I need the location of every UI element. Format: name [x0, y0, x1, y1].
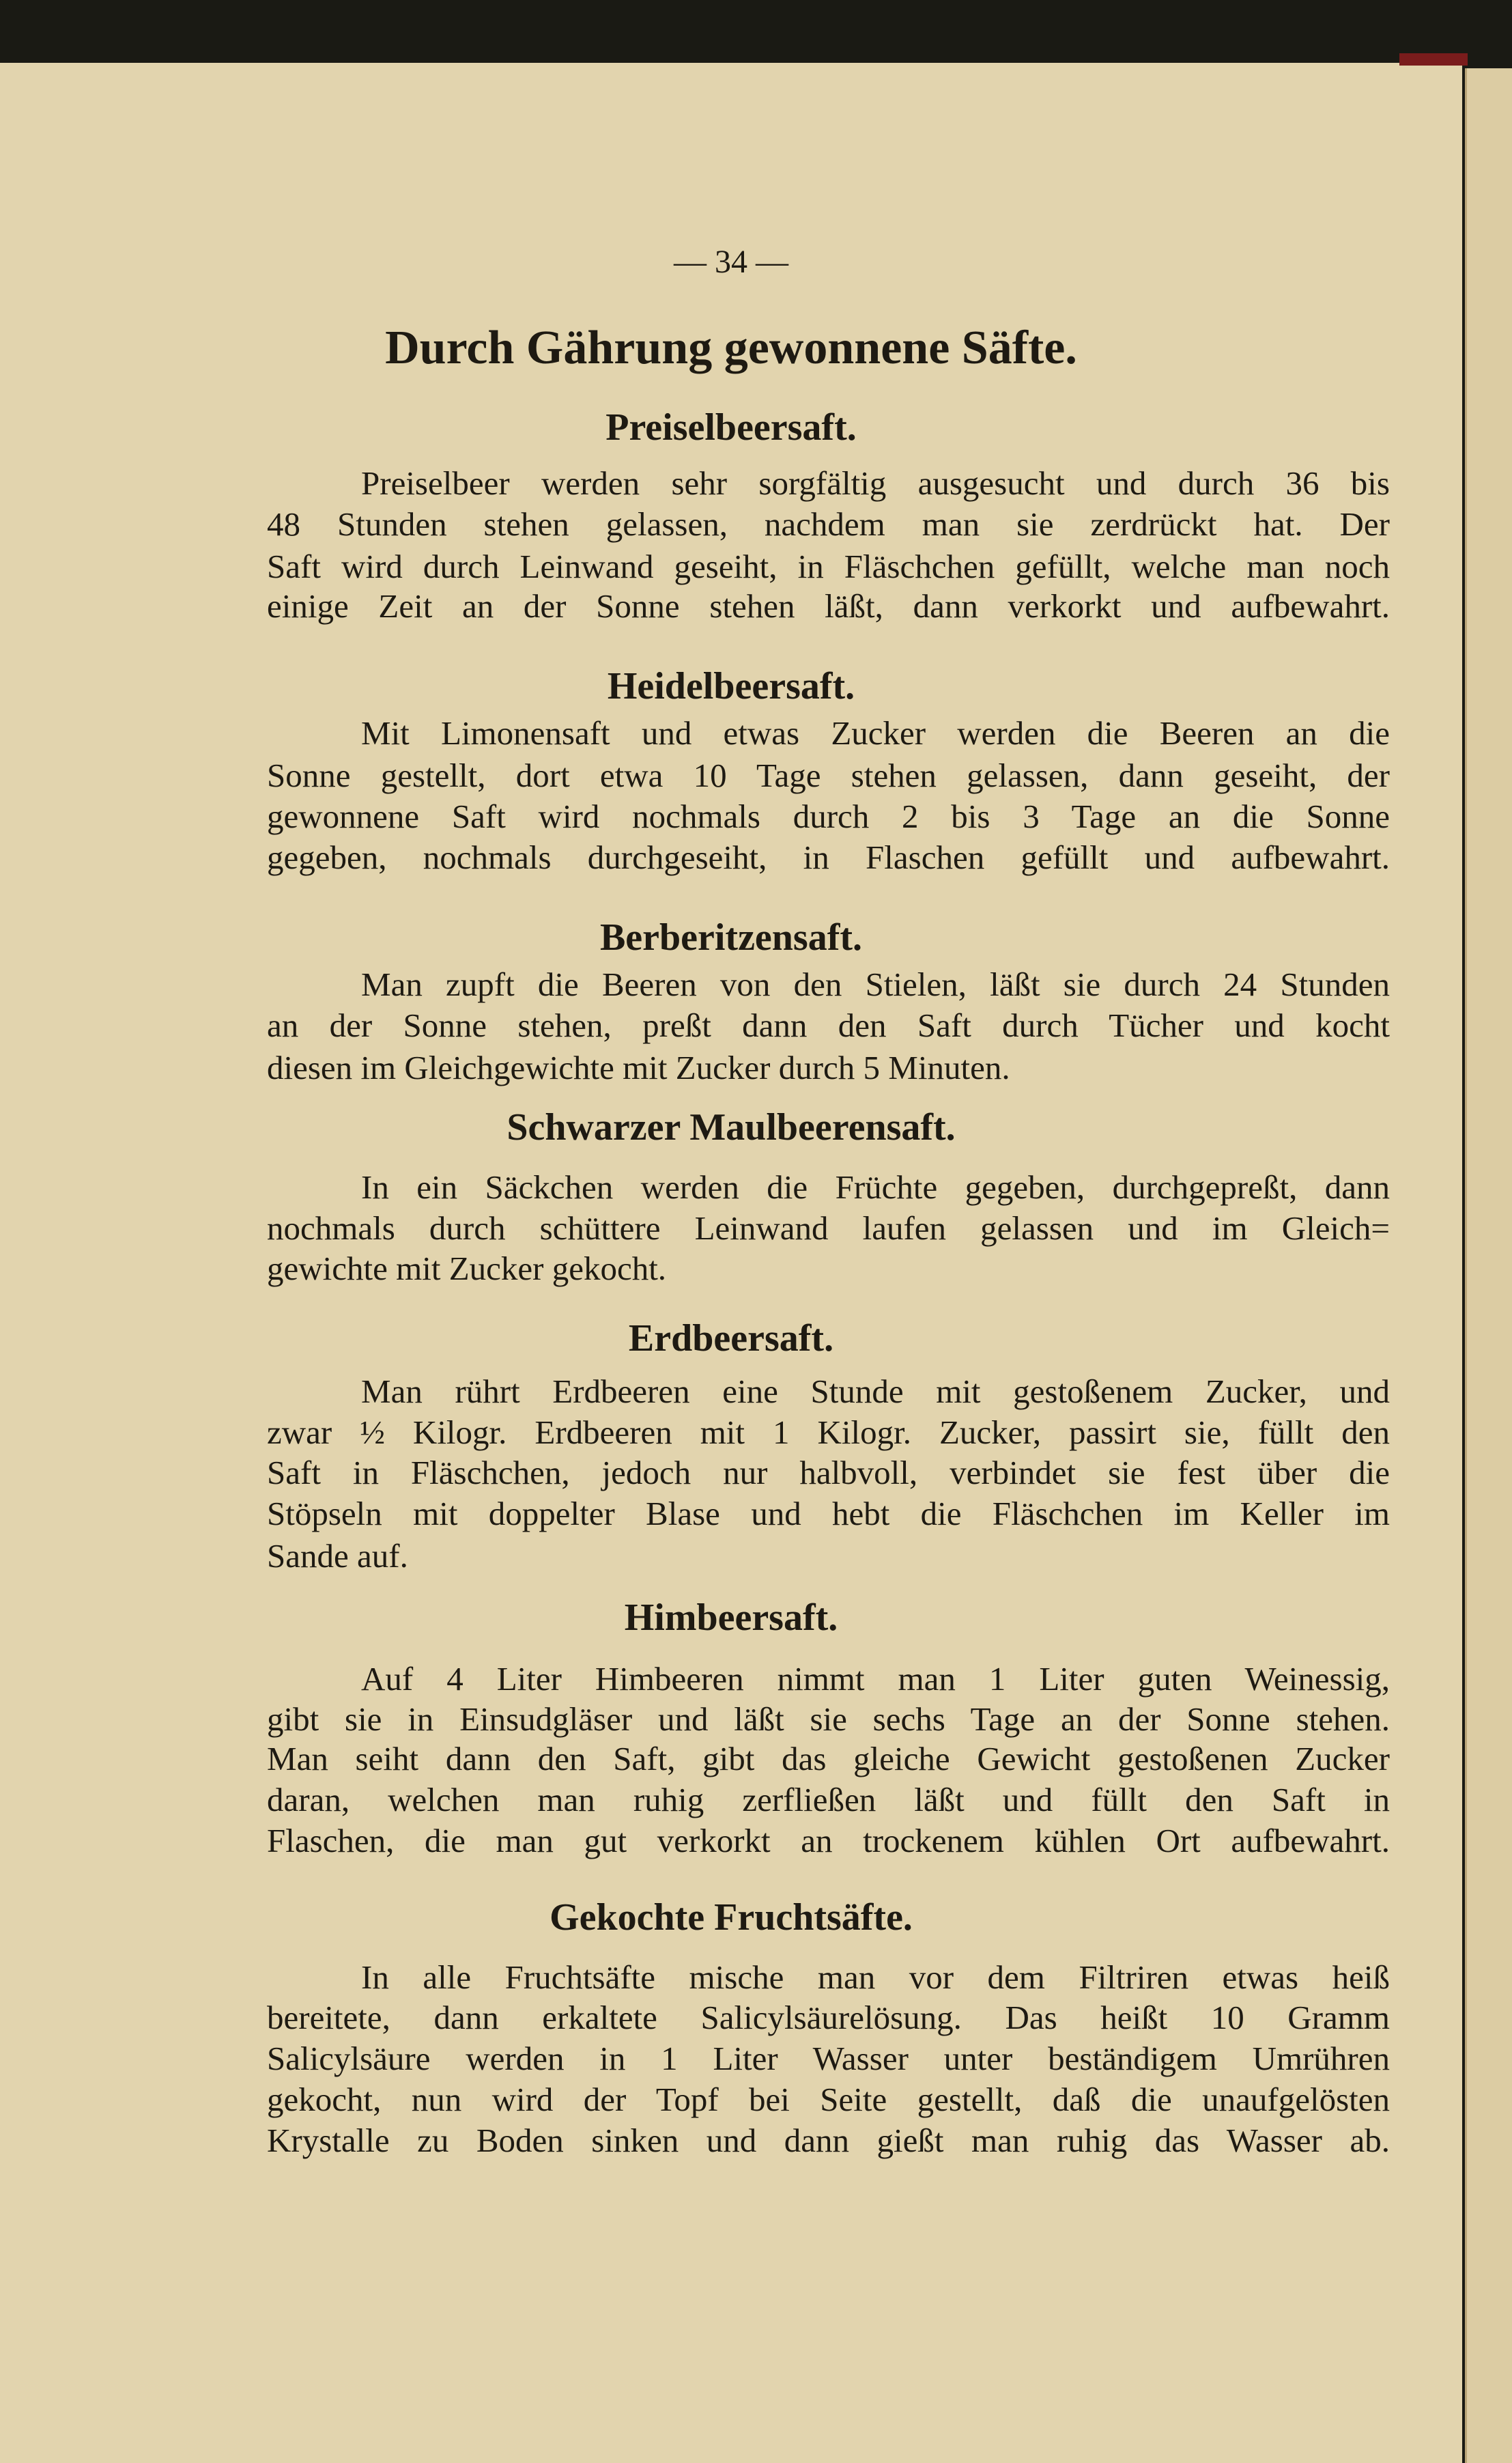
text-line: Mit Limonensaft und etwas Zucker werden die Beeren an die [361, 714, 1390, 752]
text-line: Salicylsäure werden in 1 Liter Wasser unter beständigem Umrühren [267, 2040, 1390, 2077]
text-line: gekocht, nun wird der Topf bei Seite gestellt, daß die unaufgelösten [267, 2081, 1390, 2118]
text-line: In alle Fruchtsäfte mische man vor dem Filtriren etwas heiß [361, 1958, 1390, 1996]
text-line: nochmals durch schüttere Leinwand laufen gelassen und im Gleich= [267, 1209, 1390, 1247]
text-line: Man rührt Erdbeeren eine Stunde mit gestoßenem Zucker, und [361, 1373, 1390, 1410]
text-line: diesen im Gleichgewichte mit Zucker durch 5 Minuten. [267, 1049, 1010, 1086]
text-line: Preiselbeer werden sehr sorgfältig ausgesucht und durch 36 bis [361, 464, 1390, 502]
text-line: Sonne gestellt, dort etwa 10 Tage stehen gelassen, dann geseiht, der [267, 757, 1390, 794]
text-line: Saft in Fläschchen, jedoch nur halbvoll, verbindet sie fest über die [267, 1454, 1390, 1491]
section-heading: Schwarzer Maulbeerensaft. [507, 1106, 956, 1149]
text-line: Krystalle zu Boden sinken und dann gießt man ruhig das Wasser ab. [267, 2122, 1390, 2159]
section-heading: Gekochte Fruchtsäfte. [550, 1896, 913, 1939]
text-line: zwar ½ Kilogr. Erdbeeren mit 1 Kilogr. Zucker, passirt sie, füllt den [267, 1413, 1390, 1451]
text-line: daran, welchen man ruhig zerfließen läßt und füllt den Saft in [267, 1781, 1390, 1818]
section-heading: Berberitzensaft. [599, 916, 863, 959]
text-line: bereitete, dann erkaltete Salicylsäurelösung. Das heißt 10 Gramm [267, 1999, 1390, 2036]
text-line: Man seiht dann den Saft, gibt das gleiche Gewicht gestoßenen Zucker [267, 1740, 1390, 1777]
next-page-edge [1465, 68, 1512, 2463]
text-line: Man zupft die Beeren von den Stielen, läßt sie durch 24 Stunden [361, 966, 1390, 1003]
text-line: gegeben, nochmals durchgeseiht, in Flaschen gefüllt und aufbewahrt. [267, 839, 1390, 876]
page-number: — 34 — [674, 244, 788, 280]
bookmark-ribbon [1399, 53, 1468, 66]
section-heading: Preiselbeersaft. [605, 406, 857, 449]
text-line: gewichte mit Zucker gekocht. [267, 1250, 667, 1287]
text-line: Flaschen, die man gut verkorkt an trockenem kühlen Ort aufbewahrt. [267, 1822, 1390, 1859]
text-line: In ein Säckchen werden die Früchte gegeben, durchgepreßt, dann [361, 1168, 1390, 1206]
text-line: Sande auf. [267, 1537, 408, 1575]
text-line: 48 Stunden stehen gelassen, nachdem man sie zerdrückt hat. Der [267, 505, 1390, 543]
section-heading: Erdbeersaft. [628, 1317, 834, 1360]
text-line: an der Sonne stehen, preßt dann den Saft durch Tücher und kocht [267, 1007, 1390, 1044]
text-line: Auf 4 Liter Himbeeren nimmt man 1 Liter guten Weinessig, [361, 1660, 1390, 1698]
text-line: einige Zeit an der Sonne stehen läßt, dann verkorkt und aufbewahrt. [267, 587, 1390, 625]
section-heading: Heidelbeersaft. [607, 665, 855, 707]
section-heading: Himbeersaft. [624, 1596, 838, 1639]
text-line: Saft wird durch Leinwand geseiht, in Fläschchen gefüllt, welche man noch [267, 548, 1390, 585]
text-line: Stöpseln mit doppelter Blase und hebt die Fläschchen im Keller im [267, 1495, 1390, 1532]
text-line: gewonnene Saft wird nochmals durch 2 bis 3 Tage an die Sonne [267, 798, 1390, 835]
text-line: gibt sie in Einsudgläser und läßt sie sechs Tage an der Sonne stehen. [267, 1700, 1390, 1738]
page-title: Durch Gährung gewonnene Säfte. [385, 322, 1077, 374]
